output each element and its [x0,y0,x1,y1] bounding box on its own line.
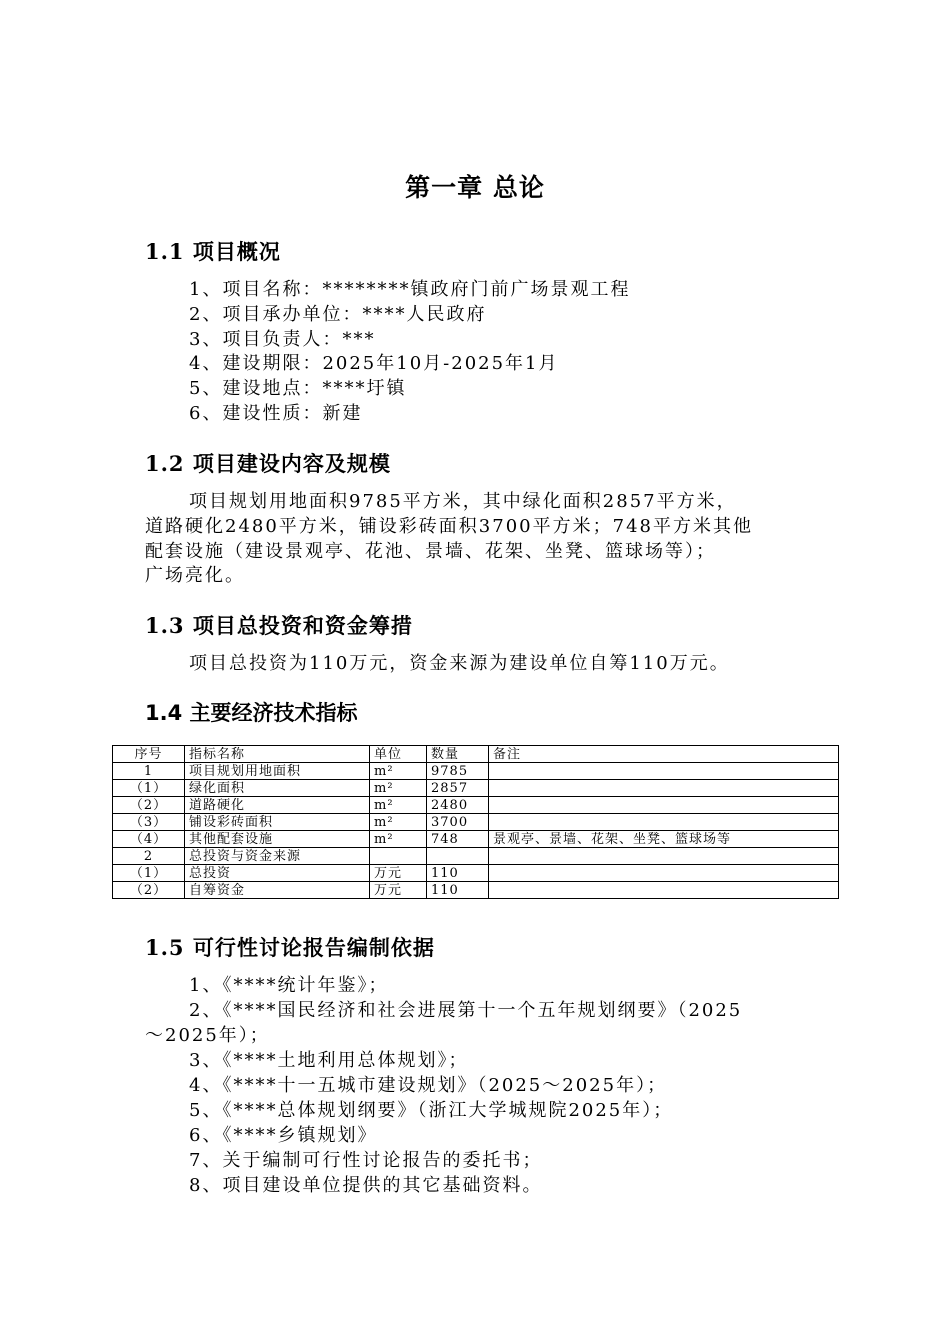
table-row [113,814,839,831]
table-cell: 其他配套设施 [185,831,370,848]
table-cell: 1 [113,763,185,780]
table-cell: 110 [427,865,489,882]
table-cell: （3） [113,814,185,831]
section-heading-1-2: 1.2 项目建设内容及规模 [145,451,391,476]
basis-item: 2、《****国民经济和社会进展第十一个五年规划纲要》（2025 [189,1000,743,1021]
basis-item: ～2025年）； [145,1025,270,1046]
table-cell [489,780,839,797]
overview-item: 2、项目承办单位：****人民政府 [189,304,487,325]
table-cell: （1） [113,865,185,882]
table-cell: 自筹资金 [185,882,370,899]
section-heading-1-1: 1.1 项目概况 [145,239,281,264]
table-cell: 总投资与资金来源 [185,848,370,865]
section-heading-1-4: 1.4 主要经济技术指标 [145,701,358,725]
basis-item: 6、《****乡镇规划》 [189,1125,378,1146]
paragraph-line: 配套设施（建设景观亭、花池、景墙、花架、坐凳、篮球场等）； [145,541,716,562]
table-cell [489,882,839,899]
table-cell: 景观亭、景墙、花架、坐凳、篮球场等 [489,831,839,848]
table-cell: 道路硬化 [185,797,370,814]
table-row [113,780,839,797]
chapter-title: 第一章 总论 [405,173,545,202]
table-cell: （4） [113,831,185,848]
section-heading-1-3: 1.3 项目总投资和资金筹措 [145,613,413,638]
table-cell [489,848,839,865]
table-header-row [113,746,839,763]
table-cell: m² [370,831,427,848]
table-cell: 110 [427,882,489,899]
table-row [113,831,839,848]
column-header: 备注 [489,746,839,763]
basis-item: 4、《****十一五城市建设规划》（2025～2025年）； [189,1075,668,1096]
overview-item: 5、建设地点：****圩镇 [189,378,407,399]
table-cell: （1） [113,780,185,797]
table-cell: （2） [113,882,185,899]
table-cell: m² [370,780,427,797]
basis-item: 5、《****总体规划纲要》（浙江大学城规院2025年）； [189,1100,674,1121]
column-header: 单位 [370,746,427,763]
table-cell: 万元 [370,882,427,899]
overview-item: 1、项目名称：********镇政府门前广场景观工程 [189,279,631,300]
table-row [113,797,839,814]
table-cell: 2 [113,848,185,865]
table-row [113,848,839,865]
table-cell: 铺设彩砖面积 [185,814,370,831]
indicator-table [112,745,839,899]
paragraph-line: 项目规划用地面积9785平方米，其中绿化面积2857平方米， [189,491,737,512]
table-cell [489,763,839,780]
table-cell: 9785 [427,763,489,780]
table-cell: 绿化面积 [185,780,370,797]
table-row [113,882,839,899]
table-cell: m² [370,763,427,780]
table-cell [489,797,839,814]
table-cell [489,865,839,882]
table-cell: 万元 [370,865,427,882]
column-header: 序号 [113,746,185,763]
basis-item: 1、《****统计年鉴》； [189,975,389,996]
paragraph-line: 项目总投资为110万元，资金来源为建设单位自筹110万元。 [189,653,730,674]
table-cell: m² [370,814,427,831]
column-header: 指标名称 [185,746,370,763]
table-cell [370,848,427,865]
overview-item: 4、建设期限：2025年10月-2025年1月 [189,353,559,374]
table-row [113,865,839,882]
basis-item: 3、《****土地利用总体规划》； [189,1050,469,1071]
table-cell: m² [370,797,427,814]
table-cell: 项目规划用地面积 [185,763,370,780]
overview-item: 3、项目负责人：*** [189,329,376,350]
section-heading-1-5: 1.5 可行性讨论报告编制依据 [145,935,435,960]
table-cell [427,848,489,865]
table-cell: 3700 [427,814,489,831]
basis-item: 8、项目建设单位提供的其它基础资料。 [189,1175,543,1196]
table-cell: 2857 [427,780,489,797]
table-cell: 2480 [427,797,489,814]
paragraph-line: 道路硬化2480平方米，铺设彩砖面积3700平方米；748平方米其他 [145,516,753,537]
paragraph-line: 广场亮化。 [145,565,245,586]
table-row [113,763,839,780]
basis-item: 7、关于编制可行性讨论报告的委托书； [189,1150,543,1171]
table-cell: （2） [113,797,185,814]
column-header: 数量 [427,746,489,763]
table-cell: 748 [427,831,489,848]
table-cell [489,814,839,831]
table-cell: 总投资 [185,865,370,882]
overview-item: 6、建设性质：新建 [189,403,363,424]
